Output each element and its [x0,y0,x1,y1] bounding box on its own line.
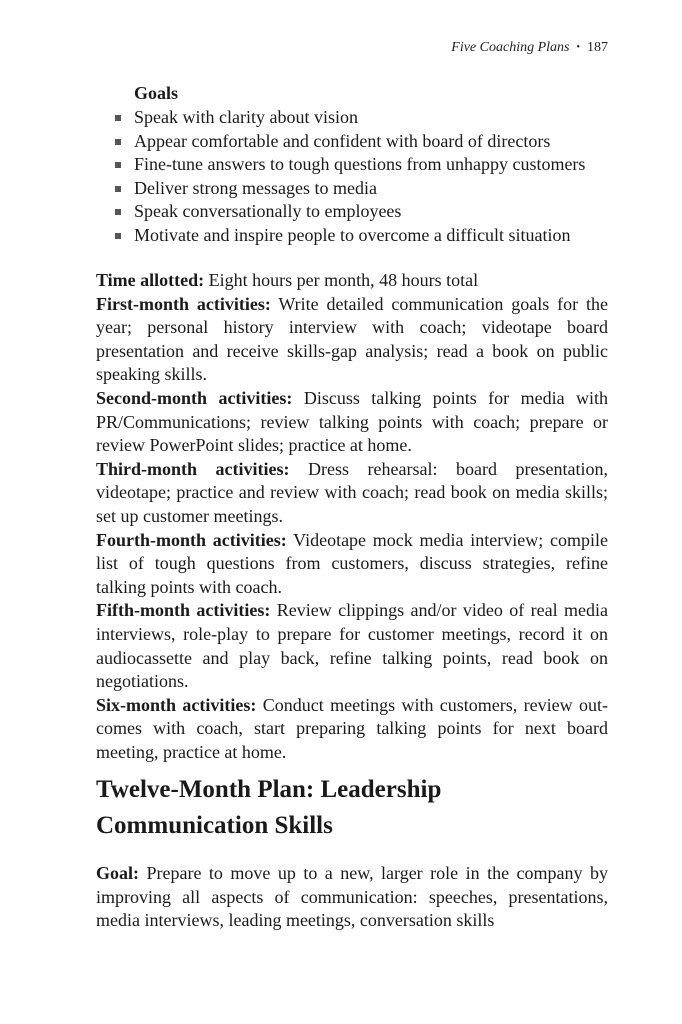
goals-list-item [96,177,616,201]
six-month-paragraph [96,694,608,765]
section-title-line1: Twelve-Month Plan: Leadership [96,776,442,803]
first-month-paragraph [96,293,608,387]
fifth-month-paragraph [96,599,608,693]
square-bullet-icon [115,209,121,215]
goals-heading: Goals [134,83,179,103]
goal-item-text: Appear comfortable and confident with board of directors [134,130,551,151]
goals-list-item [96,106,616,130]
section-goal-paragraph [96,862,608,933]
goal-item-text: Motivate and inspire people to overcome a difficult situation [134,224,571,245]
goal-item-text: Deliver strong messages to media [134,177,377,198]
six-month-text: Conduct meetings with customers, review outcomes with coach, start preparing talking points for next board meeting, practice at home. [96,694,608,762]
second-month-label: Second-month activities: [96,387,293,408]
section-goal-label: Goal: [96,863,139,883]
first-month-text: Write detailed communication goals for the year; personal history interview with coach; videotape board presentation and receive skills-gap analysis; read a book on public speaking skills. [96,293,608,385]
second-month-text: Discuss talking points for media with PR/Communications; review talking points with coach; prepare or review PowerPoint slides; practice at home. [96,387,608,456]
third-month-text: Dress rehearsal: board presentation, videotape; practice and review with coach; read book on media skills; set up customer meetings. [96,458,608,526]
time-allotted-label: Time allotted: [96,270,205,290]
goals-block [96,80,616,248]
time-allotted-text: Eight hours per month, 48 hours total [204,270,479,290]
time-allotted-paragraph [96,269,608,293]
goal-item-text: Fine-tune answers to tough questions from unhappy customers [134,154,586,175]
schedule-block [96,269,608,764]
second-month-paragraph [96,387,608,458]
running-head-title: Five Coaching Plans [451,40,570,55]
square-bullet-icon [115,186,121,192]
square-bullet-icon [115,233,121,239]
first-month-label: First-month activities: [96,293,271,314]
goal-item-text: Speak conversationally to employees [134,201,402,222]
fourth-month-text: Videotape mock media interview; compile list of tough questions from customers, discuss strategies, refine talking points with coach. [96,529,608,597]
fourth-month-paragraph [96,529,608,600]
third-month-paragraph [96,458,608,529]
fifth-month-label: Fifth-month activities: [96,600,271,621]
square-bullet-icon [115,139,121,145]
page-number: 187 [587,40,608,55]
section-goal-text: Prepare to move up to a new, larger role in the company by improving all aspects of communication: speeches, presentations, media interviews, leading meetings, conversation skills [96,863,608,931]
goals-list-item [96,200,616,224]
goals-list-item [96,224,616,248]
six-month-label: Six-month activities: [96,694,257,715]
square-bullet-icon [115,115,121,121]
goals-list-item [96,153,616,177]
fourth-month-label: Fourth-month activities: [96,529,287,550]
section-title [96,772,616,844]
goal-item-text: Speak with clarity about vision [134,107,358,127]
third-month-label: Third-month activities: [96,458,290,479]
fifth-month-text: Review clippings and/or video of real media interviews, role-play to prepare for customer meetings, record it on audiocassette and play back, refine talking points, read book on negotiations. [96,600,608,692]
goals-list [96,106,616,248]
goals-list-item [96,130,616,154]
running-head-separator: • [576,42,580,53]
running-head [451,40,608,56]
section-title-line2: Communication Skills [96,812,333,839]
square-bullet-icon [115,162,121,168]
